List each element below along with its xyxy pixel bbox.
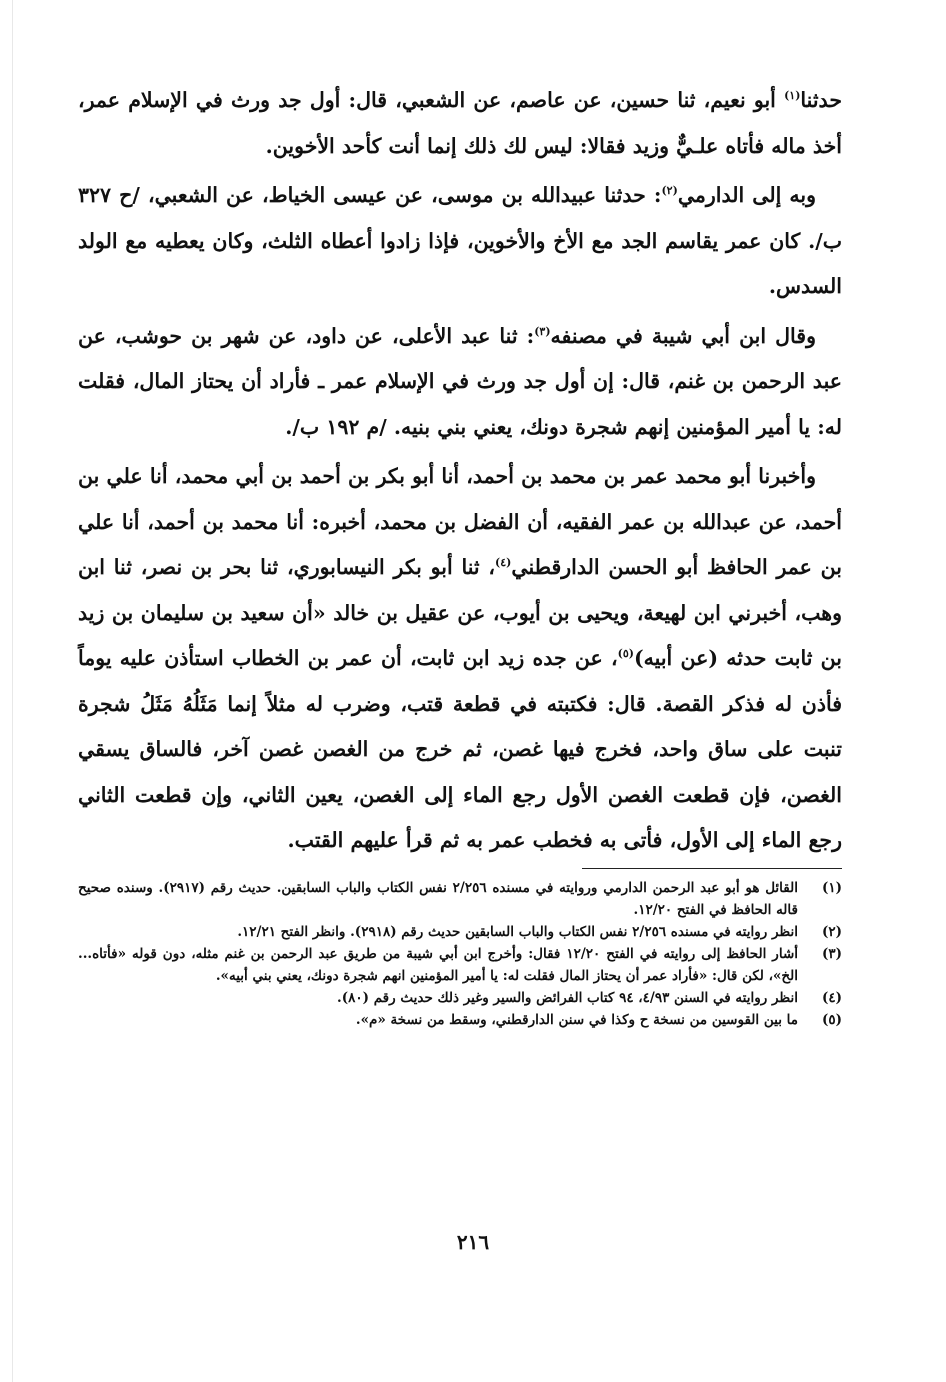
paragraph-text: وأخبرنا أبو محمد عمر بن محمد بن أحمد، أنا أبو بكر بن أحمد بن أبي محمد، أنا علي بن أحمد، عن عبدالله بن عمر الفقيه، أن الفضل بن محمد، أخبره: أنا محمد بن أحمد، أنا علي بن عمر الحافظ أبو الحسن الدارقطني xyxy=(78,464,842,579)
footnote-text: انظر روايته في مسنده ٢/٢٥٦ نفس الكتاب والباب السابقين حديث رقم (٢٩١٨). وانظر الفتح ١٢/٢١. xyxy=(237,923,798,940)
scan-margin-line xyxy=(12,0,13,1382)
footnote-ref-2[interactable]: (٢) xyxy=(661,184,678,198)
paragraph-text: وبه إلى الدارمي xyxy=(677,183,816,207)
paragraph-1 xyxy=(78,78,842,169)
paragraph-text: وقال ابن أبي شيبة في مصنفه xyxy=(550,323,816,348)
paragraph-text: ، عن جده زيد ابن ثابت، أن عمر بن الخطاب استأذن عليه يوماً فأذن له فذكر القصة. قال: فكتبته في قطعة قتب، وضرب له مثلاً إنما مَثَلُهُ مَثَلُ شجرة تنبت على ساق واحد، فخرج فيها غصن، ثم خرج من الغصن غصن آخر، فالساق يسقي الغصن، فإن قطعت الغصن الأول رجع الماء إلى الغصن، يعين الثاني، وإن قطعت الثاني رجع الماء إلى الأول، فأتى به فخطب عمر به ثم قرأ عليهم القتب. xyxy=(78,646,842,852)
paragraph-text: : ثنا عبد الأعلى، عن داود، عن شهر بن حوشب، عن عبد الرحمن بن غنم، قال: إن أول جد ورث في الإسلام عمر ـ فأراد أن يحتاز المال، فقلت له: يا أمير المؤمنين إنهم شجرة دونك، يعني بني بنيه. /م ١٩٢ ب/. xyxy=(78,323,842,439)
paragraph-3 xyxy=(78,314,842,451)
paragraph-text: ، ثنا أبو بكر النيسابوري، ثنا بحر بن نصر، ثنا ابن وهب، أخبرني ابن لهيعة، ويحيى بن أيوب، عن عقيل بن خالد «أن سعيد بن سليمان بن زيد بن ثابت حدثه (عن أبيه) xyxy=(78,555,842,670)
footnote-item xyxy=(78,921,842,943)
paragraph-2 xyxy=(78,173,842,310)
footnote-divider xyxy=(582,868,842,869)
footnote-item xyxy=(78,987,842,1009)
footnote-item xyxy=(78,943,842,987)
paragraph-text: حدثنا xyxy=(800,88,842,112)
page-number: ٢١٦ xyxy=(456,1230,490,1254)
footnote-ref-1[interactable]: (١) xyxy=(784,89,801,103)
footnote-ref-4[interactable]: (٤) xyxy=(495,556,512,570)
footnote-number: (٢) xyxy=(821,923,842,940)
paragraph-text: : حدثنا عبيدالله بن موسى، عن عيسى الخياط، عن الشعبي، /ح ٣٢٧ ب/. كان عمر يقاسم الجد مع الأخ والأخوين، فإذا زادوا أعطاه الثلث، وكان يعطيه مع الولد السدس. xyxy=(78,183,842,298)
footnote-number: (٣) xyxy=(821,945,842,962)
footnote-number: (١) xyxy=(821,879,842,896)
footnote-number: (٤) xyxy=(821,989,842,1006)
footnote-item xyxy=(78,1009,842,1031)
footnote-text: أشار الحافظ إلى روايته في الفتح ١٢/٢٠ فقال: وأخرج ابن أبي شيبة من طريق عبد الرحمن بن غنم مثله، دون قوله «فأتاه... الخ»، لكن قال: «فأراد عمر أن يحتاز المال فقلت له: يا أمير المؤمنين انهم شجرة دونك، يعني بني أبيه». xyxy=(78,945,799,984)
footnote-number: (٥) xyxy=(821,1011,842,1028)
page-body xyxy=(78,78,842,1031)
footnote-text: ما بين القوسين من نسخة ح وكذا في سنن الدارقطني، وسقط من نسخة «م». xyxy=(355,1011,798,1028)
footnotes xyxy=(78,877,842,1031)
footnote-ref-5[interactable]: (٥) xyxy=(617,647,634,661)
footnote-item xyxy=(78,877,842,921)
footnote-text: القائل هو أبو عبد الرحمن الدارمي وروايته في مسنده ٢/٢٥٦ نفس الكتاب والباب السابقين. حديث رقم (٢٩١٧). وسنده صحيح قاله الحافظ في الفتح ١٢/٢٠. xyxy=(78,879,798,918)
footnote-ref-3[interactable]: (٣) xyxy=(534,324,551,338)
paragraph-4 xyxy=(78,454,842,864)
footnote-text: انظر روايته في السنن ٤/٩٣، ٩٤ كتاب الفرائض والسير وغير ذلك حديث رقم (٨٠). xyxy=(337,989,798,1006)
paragraph-text: أبو نعيم، ثنا حسين، عن عاصم، عن الشعبي، قال: أول جد ورث في الإسلام عمر، أخذ ماله فأتاه علـيٌّ وزيد فقالا: ليس لك ذلك إنما أنت كأحد الأخوين. xyxy=(78,88,842,158)
main-text xyxy=(78,78,842,864)
